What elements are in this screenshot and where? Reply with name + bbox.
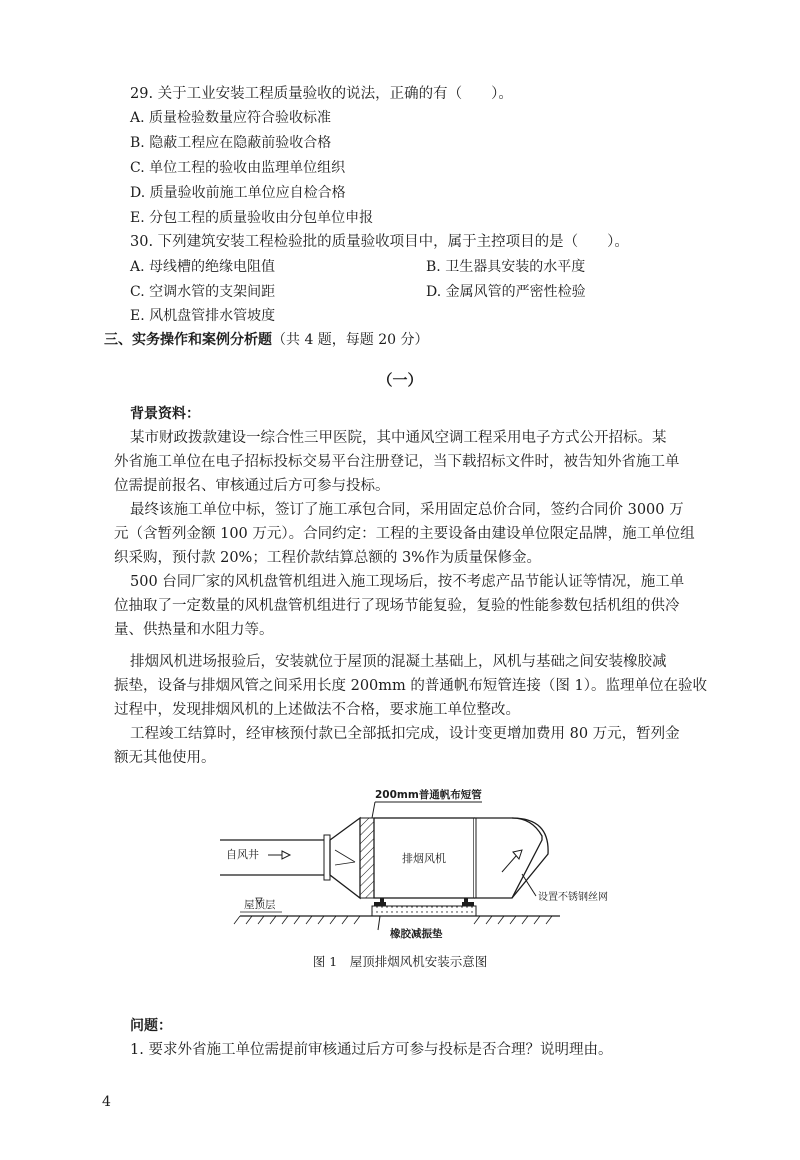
concrete-base [372, 906, 476, 916]
figure-1-diagram [220, 780, 640, 945]
para1-line3: 位需提前报名、审核通过后方可参与投标。 [114, 478, 390, 494]
figure-1-caption: 图 1 屋顶排烟风机安装示意图 [312, 954, 488, 969]
question-1: 1. 要求外省施工单位需提前审核通过后方可参与投标是否合理？说明理由。 [130, 1042, 613, 1058]
fan-label: 排烟风机 [402, 852, 446, 865]
background-label: 背景资料： [130, 406, 200, 422]
mesh-label: 设置不锈钢丝网 [538, 892, 608, 903]
q30-option-c: C. 空调水管的支架间距 [130, 284, 276, 300]
q29-stem: 29. 关于工业安装工程质量验收的说法，正确的有（ ）。 [130, 86, 513, 102]
roof-label: 屋顶层 [244, 899, 276, 911]
case-number: （一） [377, 371, 423, 389]
para3-line2: 位抽取了一定数量的风机盘管机组进行了现场节能复验，复验的性能参数包括机组的供冷 [114, 598, 680, 614]
para3-line1: 500 台同厂家的风机盘管机组进入施工现场后，按不考虑产品节能认证等情况，施工单 [130, 574, 685, 590]
rubber-pad [374, 902, 386, 906]
canvas-connector-label: 200mm普通帆布短管 [375, 789, 482, 801]
inlet-flange [324, 835, 330, 880]
q29-option-a: A. 质量检验数量应符合验收标准 [130, 110, 332, 126]
para2-line2: 元（含暂列金额 100 万元）。合同约定：工程的主要设备由建设单位限定品牌，施工单位组 [114, 526, 695, 542]
q29-option-d: D. 质量验收前施工单位应自检合格 [130, 185, 346, 201]
q30-option-b: B. 卫生器具安装的水平度 [426, 259, 586, 275]
q29-option-b: B. 隐蔽工程应在隐蔽前验收合格 [130, 135, 332, 151]
q30-stem: 30. 下列建筑安装工程检验批的质量验收项目中，属于主控项目的是（ ）。 [130, 234, 629, 250]
para2-line3: 织采购，预付款 20%；工程价款结算总额的 3%作为质量保修金。 [114, 550, 541, 566]
section-title: 三、实务操作和案例分析题 [104, 332, 272, 348]
q30-option-a: A. 母线槽的绝缘电阻值 [130, 259, 276, 275]
canvas-connector [360, 818, 374, 898]
inlet-label: 自风井 [226, 848, 259, 861]
page-number: 4 [102, 1094, 111, 1110]
outlet-elbow [474, 818, 542, 898]
para4-line2: 振垫，设备与排烟风管之间采用长度 200mm 的普通帆布短管连接（图 1）。监理单位在验收 [114, 678, 707, 694]
questions-label: 问题： [130, 1018, 172, 1034]
para2-line1: 最终该施工单位中标，签订了施工承包合同，采用固定总价合同，签约合同价 3000 万 [130, 502, 684, 518]
para5-line2: 额无其他使用。 [114, 750, 216, 766]
pad-label: 橡胶减振垫 [390, 928, 443, 940]
para3-line3: 量、供热量和水阻力等。 [114, 622, 274, 638]
para4-line3: 过程中，发现排烟风机的上述做法不合格，要求施工单位整改。 [114, 702, 520, 718]
q30-option-e: E. 风机盘管排水管坡度 [130, 308, 276, 324]
section-note: （共 4 题，每题 20 分） [272, 332, 429, 348]
para1-line1: 某市财政拨款建设一综合性三甲医院，其中通风空调工程采用电子方式公开招标。某 [130, 430, 667, 446]
section-heading [104, 330, 429, 350]
q29-option-e: E. 分包工程的质量验收由分包单位申报 [130, 210, 374, 226]
q30-option-d: D. 金属风管的严密性检验 [426, 284, 586, 300]
para1-line2: 外省施工单位在电子招标投标交易平台注册登记，当下载招标文件时，被告知外省施工单 [114, 454, 680, 470]
para4-line1: 排烟风机进场报验后，安装就位于屋顶的混凝土基础上，风机与基础之间安装橡胶减 [130, 654, 667, 670]
q29-option-c: C. 单位工程的验收由监理单位组织 [130, 160, 346, 176]
para5-line1: 工程竣工结算时，经审核预付款已全部抵扣完成，设计变更增加费用 80 万元，暂列金 [130, 726, 680, 742]
transition-piece [330, 818, 360, 898]
